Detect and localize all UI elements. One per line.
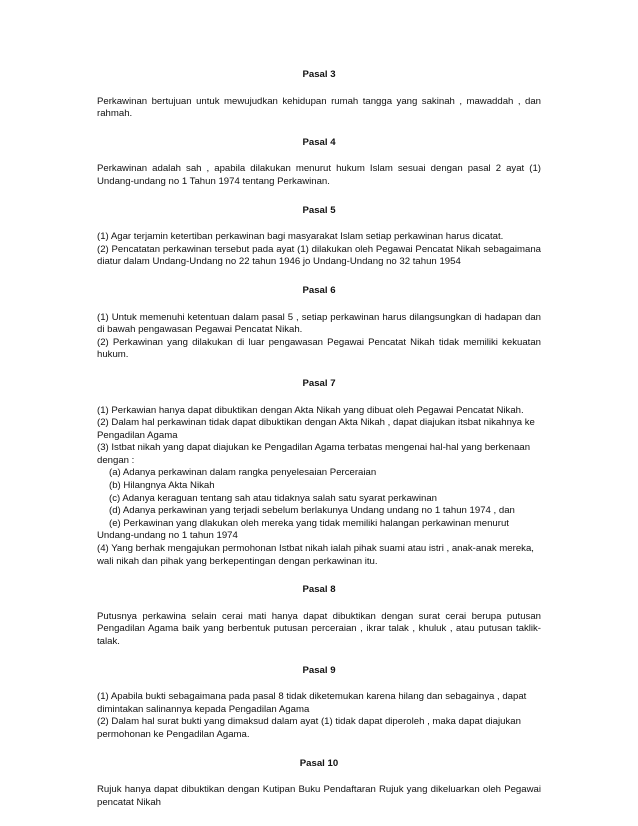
article-heading: Pasal 6 <box>302 284 336 296</box>
article-paragraph: Putusnya perkawina selain cerai mati hanya dapat dibuktikan dengan surat cerai berupa putusan Pengadilan Agama baik yang berbentuk putusan perceraian , ikrar talak , khuluk , atau putusan taklik-talak. <box>97 610 541 647</box>
article-heading: Pasal 9 <box>302 664 336 676</box>
article-paragraph: (1) Agar terjamin ketertiban perkawinan bagi masyarakat Islam setiap perkawinan harus dicatat. <box>97 231 504 243</box>
article-pasal-8 <box>97 584 541 648</box>
article-pasal-4 <box>97 137 541 189</box>
article-subitem: (c) Adanya keraguan tentang sah atau tidaknya salah satu syarat perkawinan <box>109 492 437 504</box>
article-paragraph: (1) Perkawian hanya dapat dibuktikan dengan Akta Nikah yang dibuat oleh Pegawai Pencatat Nikah. <box>97 404 524 416</box>
article-heading: Pasal 4 <box>302 136 336 148</box>
article-paragraph: (1) Apabila bukti sebagaimana pada pasal 8 tidak diketemukan karena hilang dan sebagainya , dapat dimintakan salinannya kepada Pengadilan Agama <box>97 691 527 715</box>
article-pasal-10 <box>97 758 541 810</box>
article-heading: Pasal 5 <box>302 204 336 216</box>
article-heading: Pasal 8 <box>302 584 336 596</box>
article-pasal-5 <box>97 205 541 269</box>
article-pasal-9 <box>97 665 541 742</box>
document-body <box>97 69 541 809</box>
article-subitem: (d) Adanya perkawinan yang terjadi sebelum berlakunya Undang undang no 1 tahun 1974 , dan <box>109 505 515 517</box>
article-paragraph: (2) Dalam hal surat bukti yang dimaksud dalam ayat (1) tidak dapat diperoleh , maka dapat diajukan permohonan ke Pengadilan Agama. <box>97 716 521 740</box>
article-subitem: (a) Adanya perkawinan dalam rangka penyelesaian Perceraian <box>109 467 377 479</box>
article-pasal-6 <box>97 285 541 362</box>
article-paragraph: Perkawinan adalah sah , apabila dilakukan menurut hukum Islam sesuai dengan pasal 2 ayat (1) Undang-undang no 1 Tahun 1974 tentang Perkawinan. <box>97 163 541 187</box>
article-heading: Pasal 10 <box>299 757 339 769</box>
article-paragraph: (4) Yang berhak mengajukan permohonan Istbat nikah ialah pihak suami atau istri , anak-anak mereka, wali nikah dan pihak yang berkepentingan dengan perkawinan itu. <box>97 543 534 567</box>
article-paragraph: (2) Pencatatan perkawinan tersebut pada ayat (1) dilakukan oleh Pegawai Pencatat Nikah sebagaimana diatur dalam Undang-Undang no 22 tahun 1946 jo Undang-Undang no 32 tahun 1954 <box>97 243 541 268</box>
article-pasal-3 <box>97 69 541 121</box>
article-paragraph: (2) Dalam hal perkawinan tidak dapat dibuktikan dengan Akta Nikah , dapat diajukan itsbat nikahnya ke Pengadilan Agama <box>97 417 535 441</box>
article-subitem: (b) Hilangnya Akta Nikah <box>109 480 215 492</box>
article-paragraph: Perkawinan bertujuan untuk mewujudkan kehidupan rumah tangga yang sakinah , mawaddah , dan rahmah. <box>97 95 541 120</box>
article-paragraph: (3) Istbat nikah yang dapat diajukan ke Pengadilan Agama terbatas mengenai hal-hal yang berkenaan dengan : <box>97 442 531 466</box>
article-subitem: (e) Perkawinan yang dlakukan oleh mereka yang tidak memiliki halangan perkawinan menurut Undang-undang no 1 tahun 1974 <box>97 517 509 542</box>
article-paragraph: (2) Perkawinan yang dilakukan di luar pengawasan Pegawai Pencatat Nikah tidak memiliki kekuatan hukum. <box>97 336 541 361</box>
article-pasal-7 <box>97 378 541 568</box>
article-heading: Pasal 3 <box>302 69 336 80</box>
article-heading: Pasal 7 <box>302 377 336 389</box>
article-paragraph: Rujuk hanya dapat dibuktikan dengan Kutipan Buku Pendaftaran Rujuk yang dikeluarkan oleh Pegawai pencatat Nikah <box>97 784 541 808</box>
article-paragraph: (1) Untuk memenuhi ketentuan dalam pasal 5 , setiap perkawinan harus dilangsungkan di hadapan dan di bawah pengawasan Pegawai Pencatat Nikah. <box>97 311 541 336</box>
